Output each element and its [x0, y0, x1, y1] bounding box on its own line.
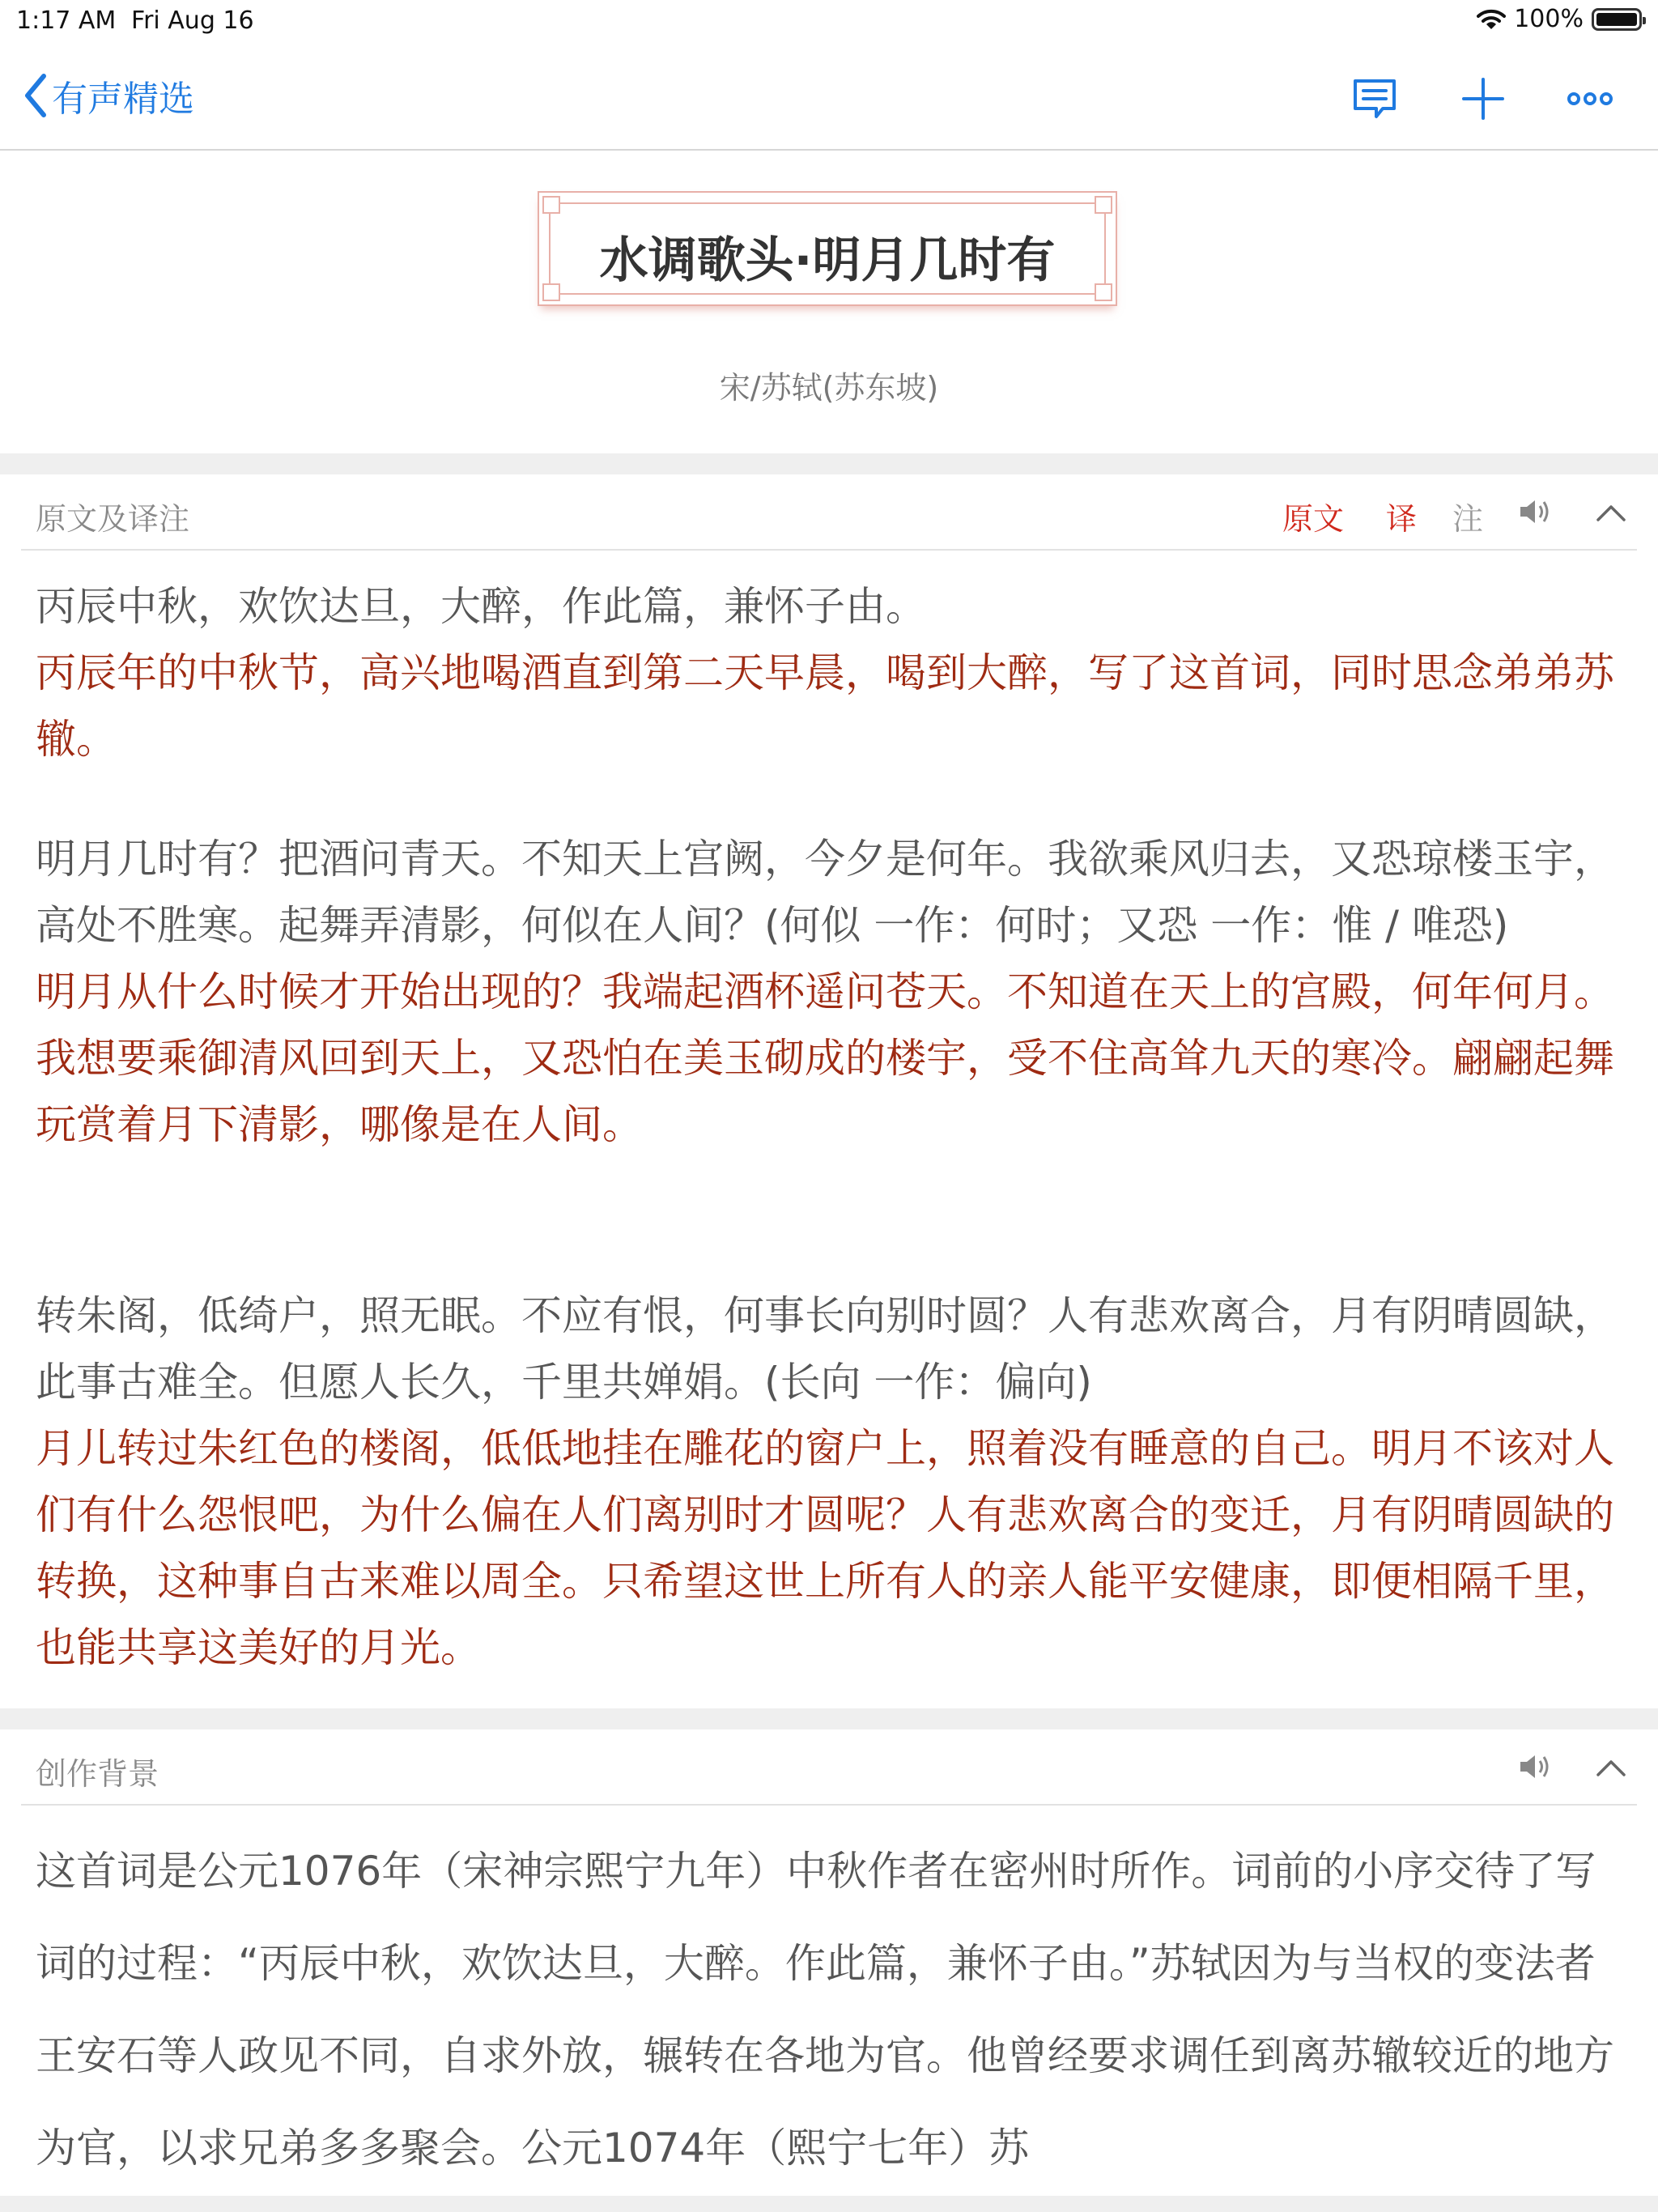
status-date: Fri Aug 16	[131, 6, 254, 35]
chevron-left-icon	[23, 73, 47, 118]
original-text: 丙辰中秋，欢饮达旦，大醉，作此篇，兼怀子由。	[36, 583, 926, 630]
speaker-icon[interactable]	[1517, 496, 1553, 528]
original-text: 转朱阁，低绮户，照无眠。不应有恨，何事长向别时圆？人有悲欢离合，月有阴晴圆缺，此事古难全。但愿人长久，千里共婵娟。(长向 一作：偏向)	[36, 1292, 1614, 1406]
status-bar	[0, 0, 1658, 42]
translation-paragraph-1	[36, 573, 1629, 772]
section-title: 创作背景	[36, 1756, 159, 1792]
comment-icon[interactable]	[1350, 74, 1399, 123]
background-text: 这首词是公元1076年（宋神宗熙宁九年）中秋作者在密州时所作。词前的小序交待了写词的过程：“丙辰中秋，欢饮达旦，大醉。作此篇，兼怀子由。”苏轼因为与当权的变法者王安石等人政见不同，自求外放，辗转在各地为官。他曾经要求调任到离苏辙较近的地方为官，以求兄弟多多聚会。公元1074年（熙宁七年）苏	[36, 1848, 1614, 2172]
translation-section-header	[21, 476, 1637, 551]
status-right	[1477, 5, 1642, 33]
section-divider	[0, 453, 1658, 474]
chevron-up-icon[interactable]	[1595, 1755, 1627, 1778]
battery-percent: 100%	[1514, 5, 1584, 33]
translation-text: 明月从什么时候才开始出现的？我端起酒杯遥问苍天。不知道在天上的宫殿，何年何月。我想要乘御清风回到天上，又恐怕在美玉砌成的楼宇，受不住高耸九天的寒冷。翩翩起舞玩赏着月下清影，哪像是在人间。	[36, 968, 1614, 1148]
translation-paragraph-3	[36, 1283, 1629, 1681]
status-time: 1:17 AM	[16, 6, 117, 35]
translate-toggle[interactable]: 译	[1386, 501, 1418, 537]
title-frame	[538, 191, 1117, 306]
translation-text: 月儿转过朱红色的楼阁，低低地挂在雕花的窗户上，照着没有睡意的自己。明月不该对人们有什么怨恨吧，为什么偏在人们离别时才圆呢？人有悲欢离合的变迁，月有阴晴圆缺的转换，这种事自古来难以周全。只希望这世上所有人的亲人能平安健康，即便相隔千里，也能共享这美好的月光。	[36, 1425, 1614, 1671]
background-section-header	[21, 1731, 1637, 1806]
nav-bar	[0, 42, 1658, 151]
chevron-up-icon[interactable]	[1595, 500, 1627, 523]
original-toggle[interactable]: 原文	[1282, 501, 1345, 537]
back-button[interactable]	[23, 70, 194, 121]
translation-paragraph-2	[36, 826, 1629, 1158]
battery-icon	[1592, 8, 1642, 31]
bottom-divider	[0, 2196, 1658, 2212]
speaker-icon[interactable]	[1517, 1750, 1553, 1783]
poem-author[interactable]: 宋/苏轼(苏东坡)	[719, 370, 939, 406]
poem-title: 水调歌头·明月几时有	[599, 232, 1056, 289]
translation-text: 丙辰年的中秋节，高兴地喝酒直到第二天早晨，喝到大醉，写了这首词，同时思念弟弟苏辙。	[36, 649, 1614, 763]
original-text: 明月几时有？把酒问青天。不知天上宫阙，今夕是何年。我欲乘风归去，又恐琼楼玉宇，高处不胜寒。起舞弄清影，何似在人间？(何似 一作：何时；又恐 一作：惟 / 唯恐)	[36, 836, 1614, 949]
plus-icon[interactable]	[1459, 74, 1507, 123]
section-title: 原文及译注	[36, 501, 190, 537]
poem-header	[0, 151, 1658, 453]
section-divider	[0, 1708, 1658, 1729]
wifi-icon	[1477, 8, 1506, 31]
back-button-label: 有声精选	[52, 79, 194, 120]
background-text-block	[36, 1825, 1629, 2197]
more-icon[interactable]	[1566, 74, 1614, 123]
annotate-toggle[interactable]: 注	[1452, 501, 1484, 537]
